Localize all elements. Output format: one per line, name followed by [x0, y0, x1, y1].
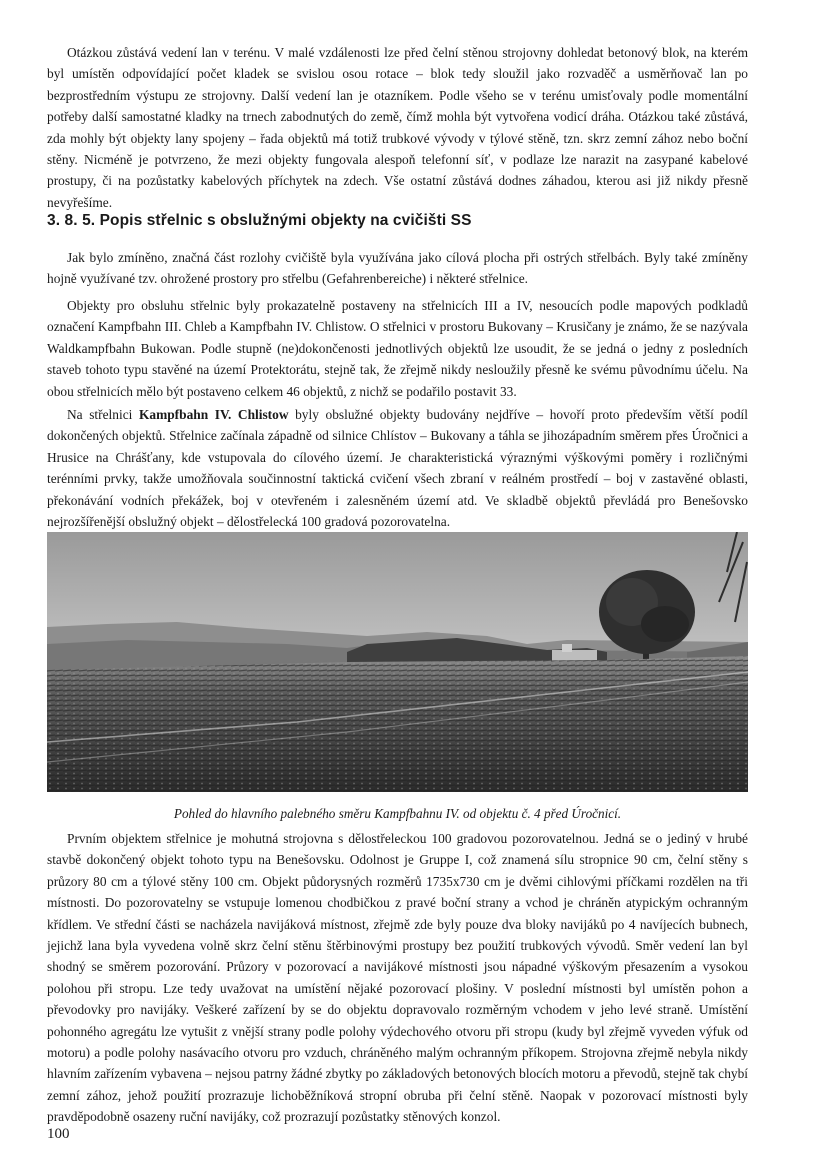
intro-paragraph: Otázkou zůstává vedení lan v terénu. V malé vzdálenosti lze před čelní stěnou strojovny dohledat betonový blok, na kterém byl umístěn odpovídající počet kladek se svislou osou rotace – blok tedy sloužil jako rozvaděč a usměrňovač lan po bezprostředním výstupu ze strojovny. Další vedení lan je otazníkem. Podle všeho se v terénu umisťovaly podle momentální potřeby další samostatné kladky na trnech zabodnutých do země, čímž mohla být vytvořena vodicí dráha. Otázkou také zůstává, zda mohly být objekty lany spojeny – řada objektů má totiž trubkové vývody v týlové stěně, tzn. skrz zemní zához nebo boční stěny. Nicméně je potvrzeno, že mezi objekty fungovala alespoň telefonní síť, v podlaze lze narazit na zasypané kabelové prostupy, či na pozůstatky kabelových příchytek na zdech. Vše ostatní zůstává dodnes záhadou, kterou asi již nikdy přesně nevyřešíme.: [47, 45, 748, 210]
paragraph-3: [47, 404, 748, 532]
paragraph-2: Objekty pro obsluhu střelnic byly prokazatelně postaveny na střelnicích III a IV, nesoucích podle mapových podkladů označení Kampfbahn III. Chleb a Kampfbahn IV. Chlistow. O střelnici v prostoru Bukovany – Krusičany je známo, že se nazývala Waldkampfbahn Bukowan. Podle stupně (ne)dokončenosti jednotlivých objektů lze usoudit, že se jedná o jedny z posledních staveb tohoto typu stavěné na území Protektorátu, stejně tak, že zřejmě nikdy nesloužily přesně ke svému původnímu účelu. Na obou střelnicích mělo být postaveno celkem 46 objektů, z nichž se podařilo postavit 33.: [47, 298, 748, 399]
section-heading: 3. 8. 5. Popis střelnic s obslužnými objekty na cvičišti SS: [47, 212, 472, 229]
paragraph-3-prefix: Na střelnici: [67, 407, 139, 422]
paragraph-4: Prvním objektem střelnice je mohutná strojovna s dělostřeleckou 100 gradovou pozorovatelnou. Jedná se o jediný v hrubé stavbě dokončený objekt tohoto typu na Benešovsku. Odolnost je Gruppe I, což znamená sílu stropnice 90 cm, čelní stěny s průzory 80 cm a týlové stěny 100 cm. Objekt půdorysných rozměrů 1735x730 cm je dvěmi cihlovými příčkami rozdělen na tři místnosti. Do pozorovatelny se vstupuje lomenou chodbičkou z pravé boční strany a vchod je chráněn atypickým ochranným křídlem. Ve střední části se nacházela navijáková místnost, zřejmě zde byly pouze dva bloky navijáků po 4 navíjecích bubnech, jejichž lana byla vyvedena volně skrz čelní stěnu štěrbinovými prostupy bez použití trubkových vývodů. Směr vedení lan byl shodný se směrem pozorování. Průzory v pozorovací a navijákové místnosti jsou nápadné výškovým přesazením a vysokou polohou při stropu. Lze tedy uvažovat na umístění nějaké pozorovací plošiny. V poslední místnosti byl umístěn pohon a převodovky pro navijáky. Veškeré zařízení by se do objektu dopravovalo rozměrným vchodem v jeho levé straně. Umístění pohonného agregátu lze vytušit z vnější strany podle polohy výdechového otvoru při stropu (kudy byl zřejmě vyveden výfuk od motoru) a podle polohy nasávacího otvoru pro vzduch, chráněného malým ochranným příkopem. Strojovna zřejmě nebyla nikdy hlavním zařízením vybavena – nejsou patrny žádné zbytky po základových betonových blocích motoru a převodů, stejně tak chybí zemní zához, jehož použití prozrazuje lichoběžníková stropní obruba při čelní stěně. Naopak v pozorovací místnosti byly pravděpodobně osazeny ruční navijáky, což prozrazují pozůstatky stěnových konzol.: [47, 831, 748, 1125]
landscape-photo: [47, 532, 748, 792]
page-number: 100: [47, 1126, 70, 1142]
photo-caption: Pohled do hlavního palebného směru Kampfbahnu IV. od objektu č. 4 před Úročnicí.: [173, 806, 622, 821]
paragraph-3-bold: Kampfbahn IV. Chlistow: [138, 407, 289, 422]
paragraph-1: Jak bylo zmíněno, značná část rozlohy cvičiště byla využívána jako cílová plocha při ostrých střelbách. Byly také zmíněny hojně využívané tzv. ohrožené prostory pro střelbu (Gefahrenbereiche) i některé střelnice.: [47, 250, 748, 287]
paragraph-3-rest: byly obslužné objekty budovány nejdříve – hovoří proto především větší podíl dokončených objektů. Střelnice začínala západně od silnice Chlístov – Bukovany a táhla se jihozápadním směrem přes Úročnici a Hrusice na Chrášťany, kde vstupovala do cílového území. Je charakteristická výraznými výškovými poměry i rozličnými terénními prvky, takže umožňovala součinnostní taktická cvičení všech zbraní v reálném prostředí – boj v zastavěné oblasti, překonávání vodních překážek, boj v otevřeném i zalesněném území atd. Ve skladbě objektů převládá pro Benešovsko nejrozšířenější obslužný objekt – dělostřelecká 100 gradová pozorovatelna.: [47, 407, 748, 530]
